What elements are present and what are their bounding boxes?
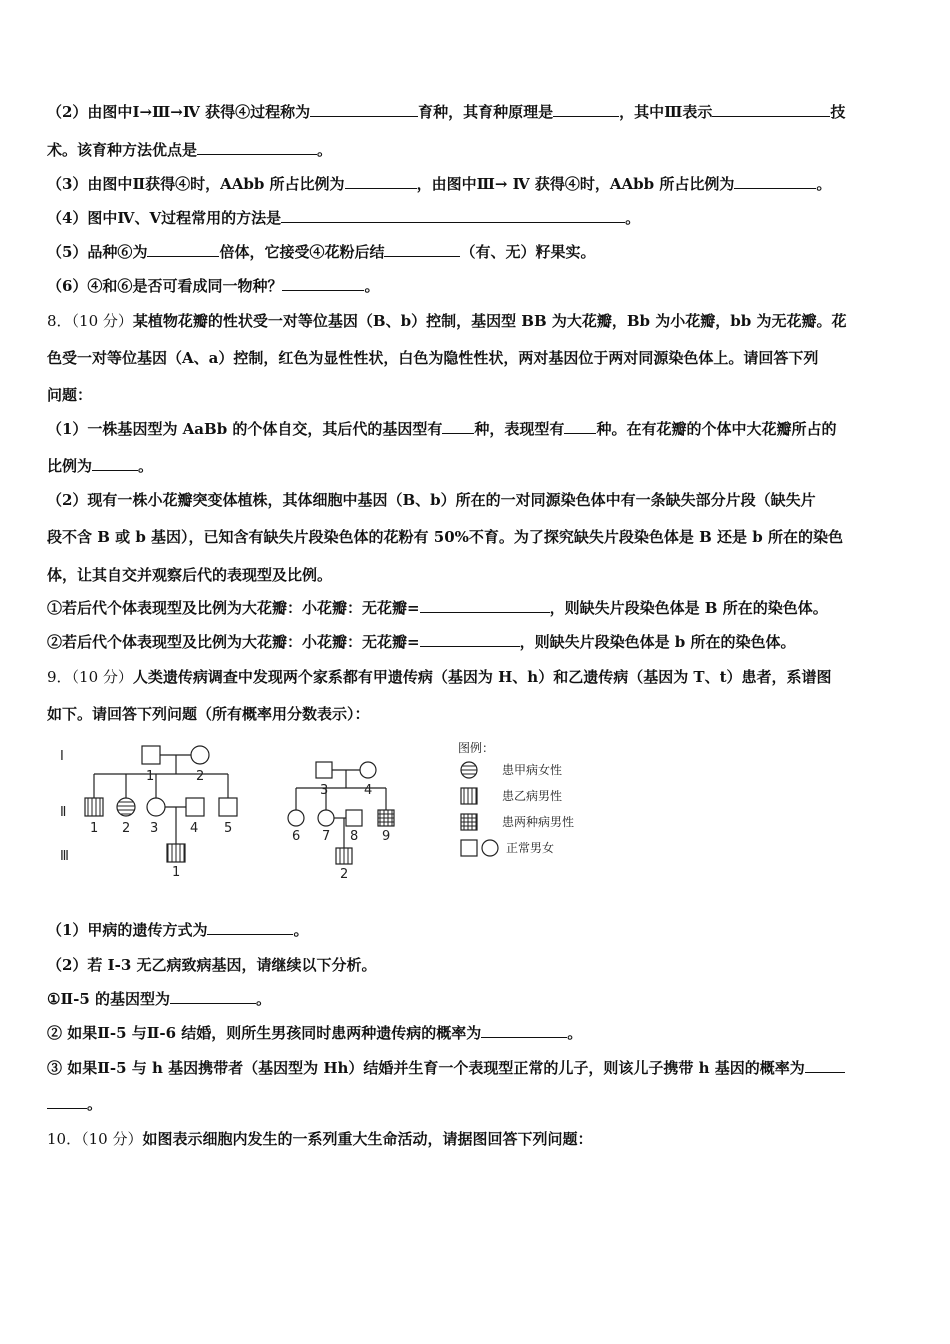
answer-blank[interactable] bbox=[481, 1023, 567, 1038]
individual-number: 2 bbox=[340, 867, 349, 882]
q9-stem-line2: 如下。请回答下列问题（所有概率用分数表示）： bbox=[47, 705, 370, 723]
q7-part3: （3）由图中Ⅱ获得④时，AAbb 所占比例为 ，由图中Ⅲ→ Ⅳ 获得④时，AAbb 所占比例为 。 bbox=[47, 175, 832, 193]
question-number: 8．（10 分） bbox=[47, 312, 133, 330]
answer-blank[interactable] bbox=[170, 989, 256, 1004]
individual-number: 1 bbox=[146, 769, 155, 784]
q7-part2-line2: 术。该育种方法优点是 。 bbox=[47, 141, 333, 159]
answer-blank[interactable] bbox=[564, 419, 596, 434]
pedigree-figure bbox=[50, 736, 590, 886]
answer-blank[interactable] bbox=[147, 242, 219, 257]
q8-sub2-line3: 体，让其自交并观察后代的表现型及比例。 bbox=[47, 566, 333, 584]
answer-blank[interactable] bbox=[207, 920, 293, 935]
answer-blank[interactable] bbox=[281, 208, 625, 223]
q7-part2-line1: （2）由图中Ⅰ→Ⅲ→Ⅳ 获得④过程称为 育种，其育种原理是 ，其中Ⅲ表示 技 bbox=[47, 103, 846, 121]
answer-blank[interactable] bbox=[92, 456, 138, 471]
q8-sub2-line2: 段不含 B 或 b 基因），已知含有缺失片段染色体的花粉有 50%不育。为了探究缺失片段染色体是 B 还是 b 所在的染色 bbox=[47, 528, 843, 546]
legend-title: 图例： bbox=[458, 741, 495, 755]
q8-stem-line2: 色受一对等位基因（A、a）控制，红色为显性性状，白色为隐性性状，两对基因位于两对同源染色体上。请回答下列 bbox=[47, 349, 819, 367]
answer-blank[interactable] bbox=[197, 140, 317, 155]
answer-blank[interactable] bbox=[420, 632, 520, 647]
answer-blank[interactable] bbox=[282, 276, 364, 291]
q8-stem-line1: 8．（10 分）某植物花瓣的性状受一对等位基因（B、b）控制，基因型 BB 为大花瓣，Bb 为小花瓣，bb 为无花瓣。花 bbox=[47, 312, 847, 330]
question-number: 10．（10 分） bbox=[47, 1130, 143, 1148]
q8-sub1-line1: （1）一株基因型为 AaBb 的个体自交，其后代的基因型有 种，表现型有 种。在有花瓣的个体中大花瓣所占的 bbox=[47, 420, 837, 438]
q8-stem-line3: 问题： bbox=[47, 386, 93, 404]
answer-blank[interactable] bbox=[345, 174, 417, 189]
answer-blank[interactable] bbox=[442, 419, 474, 434]
q9-case3-line1: ③ 如果Ⅱ-5 与 h 基因携带者（基因型为 Hh）结婚并生育一个表现型正常的儿子，则该儿子携带 h 基因的概率为 bbox=[47, 1058, 845, 1078]
legend-label: 患两种病男性 bbox=[502, 815, 575, 829]
individual-number: 5 bbox=[224, 821, 233, 836]
answer-blank[interactable] bbox=[805, 1058, 845, 1073]
q9-case3-line2: 。 bbox=[47, 1094, 102, 1114]
individual-number: 1 bbox=[90, 821, 99, 836]
individual-number: 8 bbox=[350, 829, 359, 844]
generation-label: Ⅱ bbox=[60, 805, 67, 820]
individual-number: 9 bbox=[382, 829, 391, 844]
question-number: 9．（10 分） bbox=[47, 668, 133, 686]
q10-stem: 10．（10 分）如图表示细胞内发生的一系列重大生命活动，请据图回答下列问题： bbox=[47, 1130, 593, 1148]
q9-case2: ② 如果Ⅱ-5 与Ⅱ-6 结婚，则所生男孩同时患两种遗传病的概率为 。 bbox=[47, 1024, 583, 1042]
answer-blank[interactable] bbox=[47, 1094, 87, 1109]
answer-blank[interactable] bbox=[420, 598, 550, 613]
generation-label: Ⅲ bbox=[60, 849, 69, 864]
individual-number: 1 bbox=[172, 865, 181, 880]
individual-number: 4 bbox=[190, 821, 199, 836]
individual-number: 6 bbox=[292, 829, 301, 844]
q9-sub1: （1）甲病的遗传方式为 。 bbox=[47, 921, 309, 939]
individual-number: 3 bbox=[320, 783, 329, 798]
individual-number: 7 bbox=[322, 829, 331, 844]
q8-sub2-line1: （2）现有一株小花瓣突变体植株，其体细胞中基因（B、b）所在的一对同源染色体中有一条缺失部分片段（缺失片 bbox=[47, 491, 816, 509]
individual-number: 2 bbox=[122, 821, 131, 836]
q8-case2: ②若后代个体表现型及比例为大花瓣：小花瓣：无花瓣= ，则缺失片段染色体是 b 所在的染色体。 bbox=[47, 633, 796, 651]
q7-part6: （6）④和⑥是否可看成同一物种？ 。 bbox=[47, 277, 380, 295]
q7-part5: （5）品种⑥为 倍体，它接受④花粉后结 （有、无）籽果实。 bbox=[47, 243, 596, 261]
legend-label: 患乙病男性 bbox=[502, 789, 563, 803]
q9-sub2: （2）若 I-3 无乙病致病基因，请继续以下分析。 bbox=[47, 956, 377, 974]
answer-blank[interactable] bbox=[712, 102, 830, 117]
legend-label: 患甲病女性 bbox=[502, 763, 563, 777]
q8-case1: ①若后代个体表现型及比例为大花瓣：小花瓣：无花瓣= ，则缺失片段染色体是 B 所在的染色体。 bbox=[47, 599, 828, 617]
individual-number: 4 bbox=[364, 783, 373, 798]
answer-blank[interactable] bbox=[310, 102, 418, 117]
answer-blank[interactable] bbox=[553, 102, 619, 117]
legend-label: 正常男女 bbox=[506, 841, 555, 855]
q7-part4: （4）图中Ⅳ、Ⅴ过程常用的方法是 。 bbox=[47, 209, 641, 227]
individual-number: 3 bbox=[150, 821, 159, 836]
answer-blank[interactable] bbox=[384, 242, 460, 257]
q9-stem-line1: 9．（10 分）人类遗传病调查中发现两个家系都有甲遗传病（基因为 H、h）和乙遗传病（基因为 T、t）患者，系谱图 bbox=[47, 668, 832, 686]
q9-case1: ①Ⅱ-5 的基因型为 。 bbox=[47, 990, 271, 1008]
answer-blank[interactable] bbox=[734, 174, 816, 189]
q8-sub1-line2: 比例为 。 bbox=[47, 457, 154, 475]
individual-number: 2 bbox=[196, 769, 205, 784]
generation-label: Ⅰ bbox=[60, 749, 64, 764]
